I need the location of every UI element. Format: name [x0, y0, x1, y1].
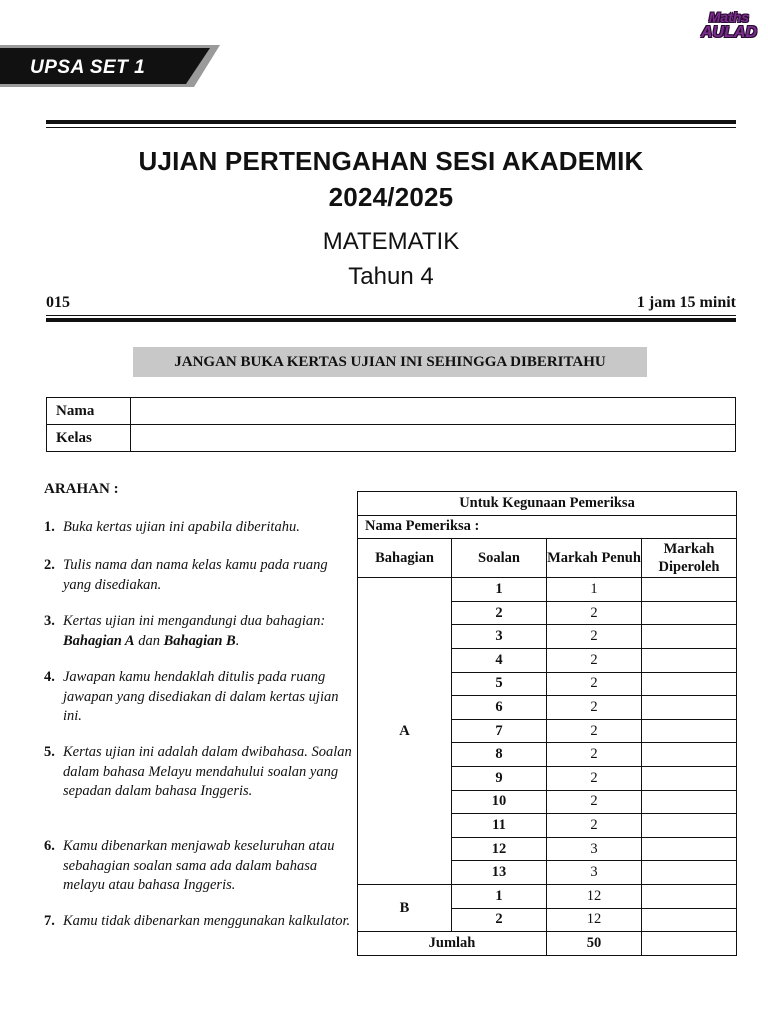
marks-obtained-cell[interactable] [642, 814, 737, 838]
question-number: 5 [452, 672, 547, 696]
question-number: 1 [452, 884, 547, 908]
marks-obtained-cell[interactable] [642, 837, 737, 861]
warning-notice: JANGAN BUKA KERTAS UJIAN INI SEHINGGA DIBERITAHU [133, 347, 647, 377]
full-marks: 2 [547, 719, 642, 743]
banner-label: UPSA SET 1 [30, 57, 146, 78]
instruction-item: 1. Buka kertas ujian ini apabila diberitahu. [44, 519, 300, 535]
question-number: 2 [452, 601, 547, 625]
question-number: 11 [452, 814, 547, 838]
top-rule-thin [46, 127, 736, 128]
question-number: 3 [452, 625, 547, 649]
question-number: 13 [452, 861, 547, 885]
instruction-item: 6. Kamu dibenarkan menjawab keseluruhan atau sebahagian soalan sama ada dalam bahasa melayu atau bahasa Inggeris. [44, 838, 335, 893]
full-marks: 12 [547, 908, 642, 932]
full-marks: 2 [547, 790, 642, 814]
marks-obtained-cell[interactable] [642, 766, 737, 790]
question-number: 1 [452, 578, 547, 602]
examiner-table [357, 491, 737, 956]
examiner-name-label[interactable]: Nama Pemeriksa : [358, 515, 737, 539]
name-field[interactable] [131, 398, 736, 425]
mid-rule-thin [46, 315, 736, 316]
grade-title: Tahun 4 [348, 263, 434, 290]
mid-rule-thick [46, 318, 736, 322]
maths-aulad-logo [696, 10, 762, 46]
instruction-item: 3. Kertas ujian ini mengandungi dua bahagian: Bahagian A dan Bahagian B. [44, 613, 326, 649]
logo-line2: AULAD [701, 24, 757, 41]
full-marks: 3 [547, 837, 642, 861]
total-marks: 50 [547, 932, 642, 956]
marks-obtained-cell[interactable] [642, 601, 737, 625]
instruction-item: 7. Kamu tidak dibenarkan menggunakan kalkulator. [44, 913, 351, 929]
total-label: Jumlah [358, 932, 547, 956]
full-marks: 2 [547, 696, 642, 720]
full-marks: 3 [547, 861, 642, 885]
question-number: 4 [452, 648, 547, 672]
full-marks: 2 [547, 743, 642, 767]
full-marks: 2 [547, 672, 642, 696]
subject-title: MATEMATIK [322, 228, 460, 255]
col-marks-obtained: Markah Diperoleh [642, 539, 737, 578]
instructions-heading: ARAHAN : [44, 481, 119, 497]
col-full-marks: Markah Penuh [547, 539, 642, 578]
marks-obtained-cell[interactable] [642, 908, 737, 932]
question-number: 12 [452, 837, 547, 861]
question-number: 2 [452, 908, 547, 932]
full-marks: 2 [547, 601, 642, 625]
set-banner [0, 45, 220, 87]
paper-code: 015 [46, 294, 70, 311]
question-number: 9 [452, 766, 547, 790]
logo-line1: Maths [708, 9, 750, 25]
marks-obtained-cell[interactable] [642, 625, 737, 649]
exam-year: 2024/2025 [328, 182, 454, 212]
full-marks: 12 [547, 884, 642, 908]
exam-title: UJIAN PERTENGAHAN SESI AKADEMIK [138, 146, 644, 176]
marks-obtained-cell[interactable] [642, 861, 737, 885]
full-marks: 2 [547, 814, 642, 838]
marks-obtained-cell[interactable] [642, 743, 737, 767]
marks-obtained-cell[interactable] [642, 696, 737, 720]
total-obtained-cell[interactable] [642, 932, 737, 956]
examiner-table-title: Untuk Kegunaan Pemeriksa [358, 492, 737, 516]
section-a-label: A [358, 578, 452, 885]
marks-obtained-cell[interactable] [642, 648, 737, 672]
student-identity-table [46, 397, 736, 452]
question-number: 10 [452, 790, 547, 814]
question-number: 7 [452, 719, 547, 743]
full-marks: 2 [547, 766, 642, 790]
instruction-item: 5. Kertas ujian ini adalah dalam dwibahasa. Soalan dalam bahasa Melayu mendahului soalan yang sepadan dalam bahasa Inggeris. [44, 744, 352, 799]
col-question: Soalan [452, 539, 547, 578]
section-b-label: B [358, 884, 452, 931]
instruction-item: 4. Jawapan kamu hendaklah ditulis pada ruang jawapan yang disediakan di dalam kertas ujian ini. [44, 669, 339, 724]
name-label: Nama [47, 398, 131, 425]
paper-duration: 1 jam 15 minit [636, 294, 736, 311]
full-marks: 2 [547, 648, 642, 672]
marks-obtained-cell[interactable] [642, 790, 737, 814]
class-label: Kelas [47, 425, 131, 452]
class-field[interactable] [131, 425, 736, 452]
instruction-item: 2. Tulis nama dan nama kelas kamu pada ruang yang disediakan. [44, 557, 328, 593]
question-number: 6 [452, 696, 547, 720]
full-marks: 2 [547, 625, 642, 649]
marks-obtained-cell[interactable] [642, 672, 737, 696]
top-rule-thick [46, 120, 736, 124]
table-row [358, 884, 737, 908]
marks-obtained-cell[interactable] [642, 719, 737, 743]
question-number: 8 [452, 743, 547, 767]
table-row [358, 578, 737, 602]
full-marks: 1 [547, 578, 642, 602]
col-section: Bahagian [358, 539, 452, 578]
marks-obtained-cell[interactable] [642, 578, 737, 602]
marks-obtained-cell[interactable] [642, 884, 737, 908]
